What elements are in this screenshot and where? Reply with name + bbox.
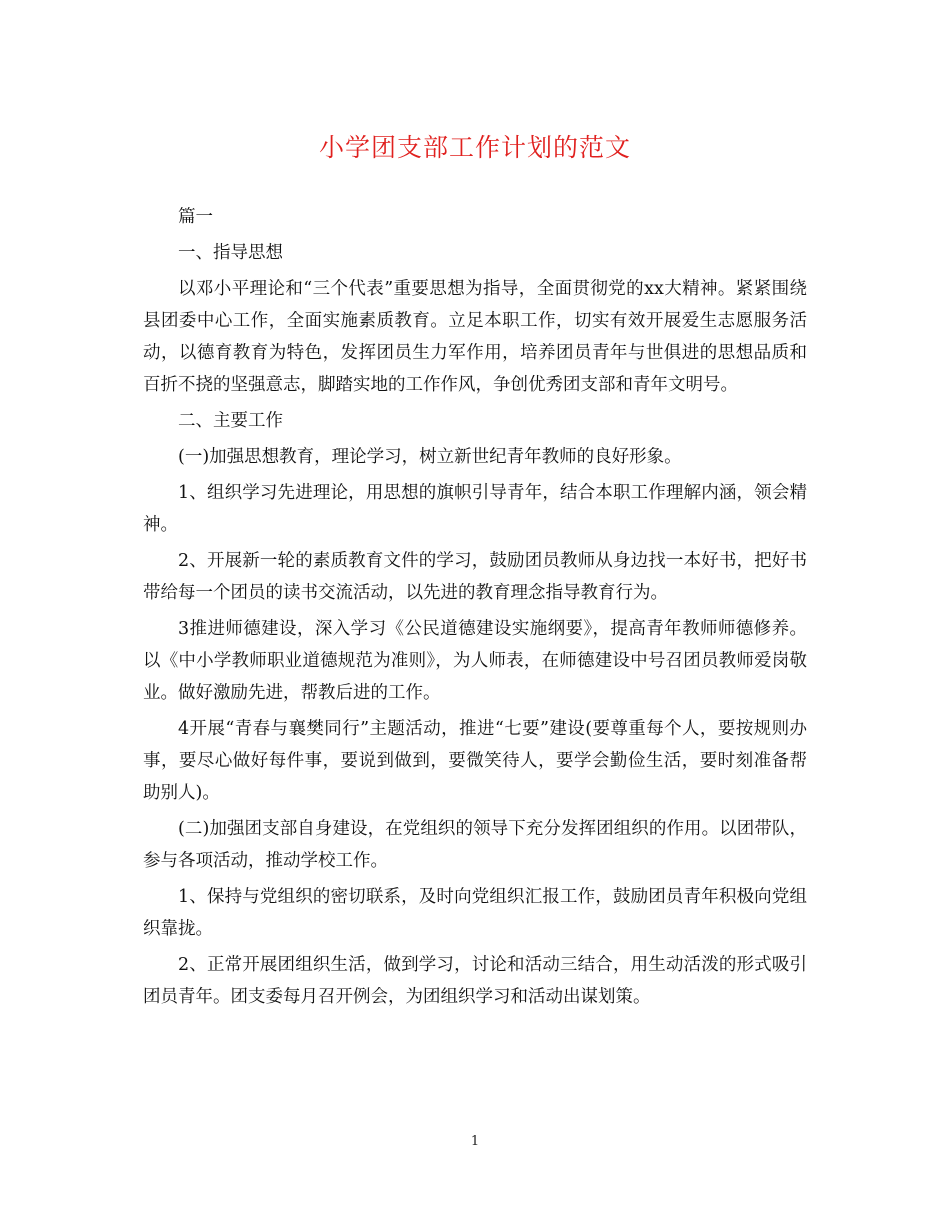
paragraph-item-1: 1、组织学习先进理论，用思想的旗帜引导青年，结合本职工作理解内涵，领会精神。 xyxy=(143,483,807,535)
page-number: 1 xyxy=(470,1134,480,1149)
document-body xyxy=(143,201,807,1013)
document-title: 小学团支部工作计划的范文 xyxy=(318,133,631,162)
paragraph-guiding-ideology: 以邓小平理论和“三个代表”重要思想为指导，全面贯彻党的xx大精神。紧紧围绕县团委中心工作，全面实施素质教育。立足本职工作，切实有效开展爱生志愿服务活动，以德育教育为特色，发挥团员生力军作用，培养团员青年与世俱进的思想品质和百折不挠的坚强意志，脚踏实地的工作作风，争创优秀团支部和青年文明号。 xyxy=(143,279,807,395)
paragraph-item-3: 3推进师德建设，深入学习《公民道德建设实施纲要》，提高青年教师师德修养。以《中小学教师职业道德规范为准则》，为人师表，在师德建设中号召团员教师爱岗敬业。做好激励先进，帮教后进的工作。 xyxy=(143,619,807,703)
paragraph-item-4: 4开展“青春与襄樊同行”主题活动，推进“七要”建设(要尊重每个人，要按规则办事，要尽心做好每件事，要说到做到，要微笑待人，要学会勤俭生活，要时刻准备帮助别人)。 xyxy=(143,719,807,803)
section-heading-main-work: 二、主要工作 xyxy=(178,411,283,431)
section-heading-part-one: 篇一 xyxy=(178,207,213,227)
paragraph-item-2: 2、开展新一轮的素质教育文件的学习，鼓励团员教师从身边找一本好书，把好书带给每一个团员的读书交流活动，以先进的教育理念指导教育行为。 xyxy=(143,551,807,603)
paragraph-subsection-two-item-2: 2、正常开展团组织生活，做到学习，讨论和活动三结合，用生动活泼的形式吸引团员青年。团支委每月召开例会，为团组织学习和活动出谋划策。 xyxy=(143,955,807,1007)
paragraph-subsection-two: (二)加强团支部自身建设，在党组织的领导下充分发挥团组织的作用。以团带队，参与各项活动，推动学校工作。 xyxy=(143,819,807,871)
paragraph-subsection-one: (一)加强思想教育，理论学习，树立新世纪青年教师的良好形象。 xyxy=(178,447,682,467)
paragraph-subsection-two-item-1: 1、保持与党组织的密切联系，及时向党组织汇报工作，鼓励团员青年积极向党组织靠拢。 xyxy=(143,887,807,939)
section-heading-guiding-ideology: 一、指导思想 xyxy=(178,243,283,263)
